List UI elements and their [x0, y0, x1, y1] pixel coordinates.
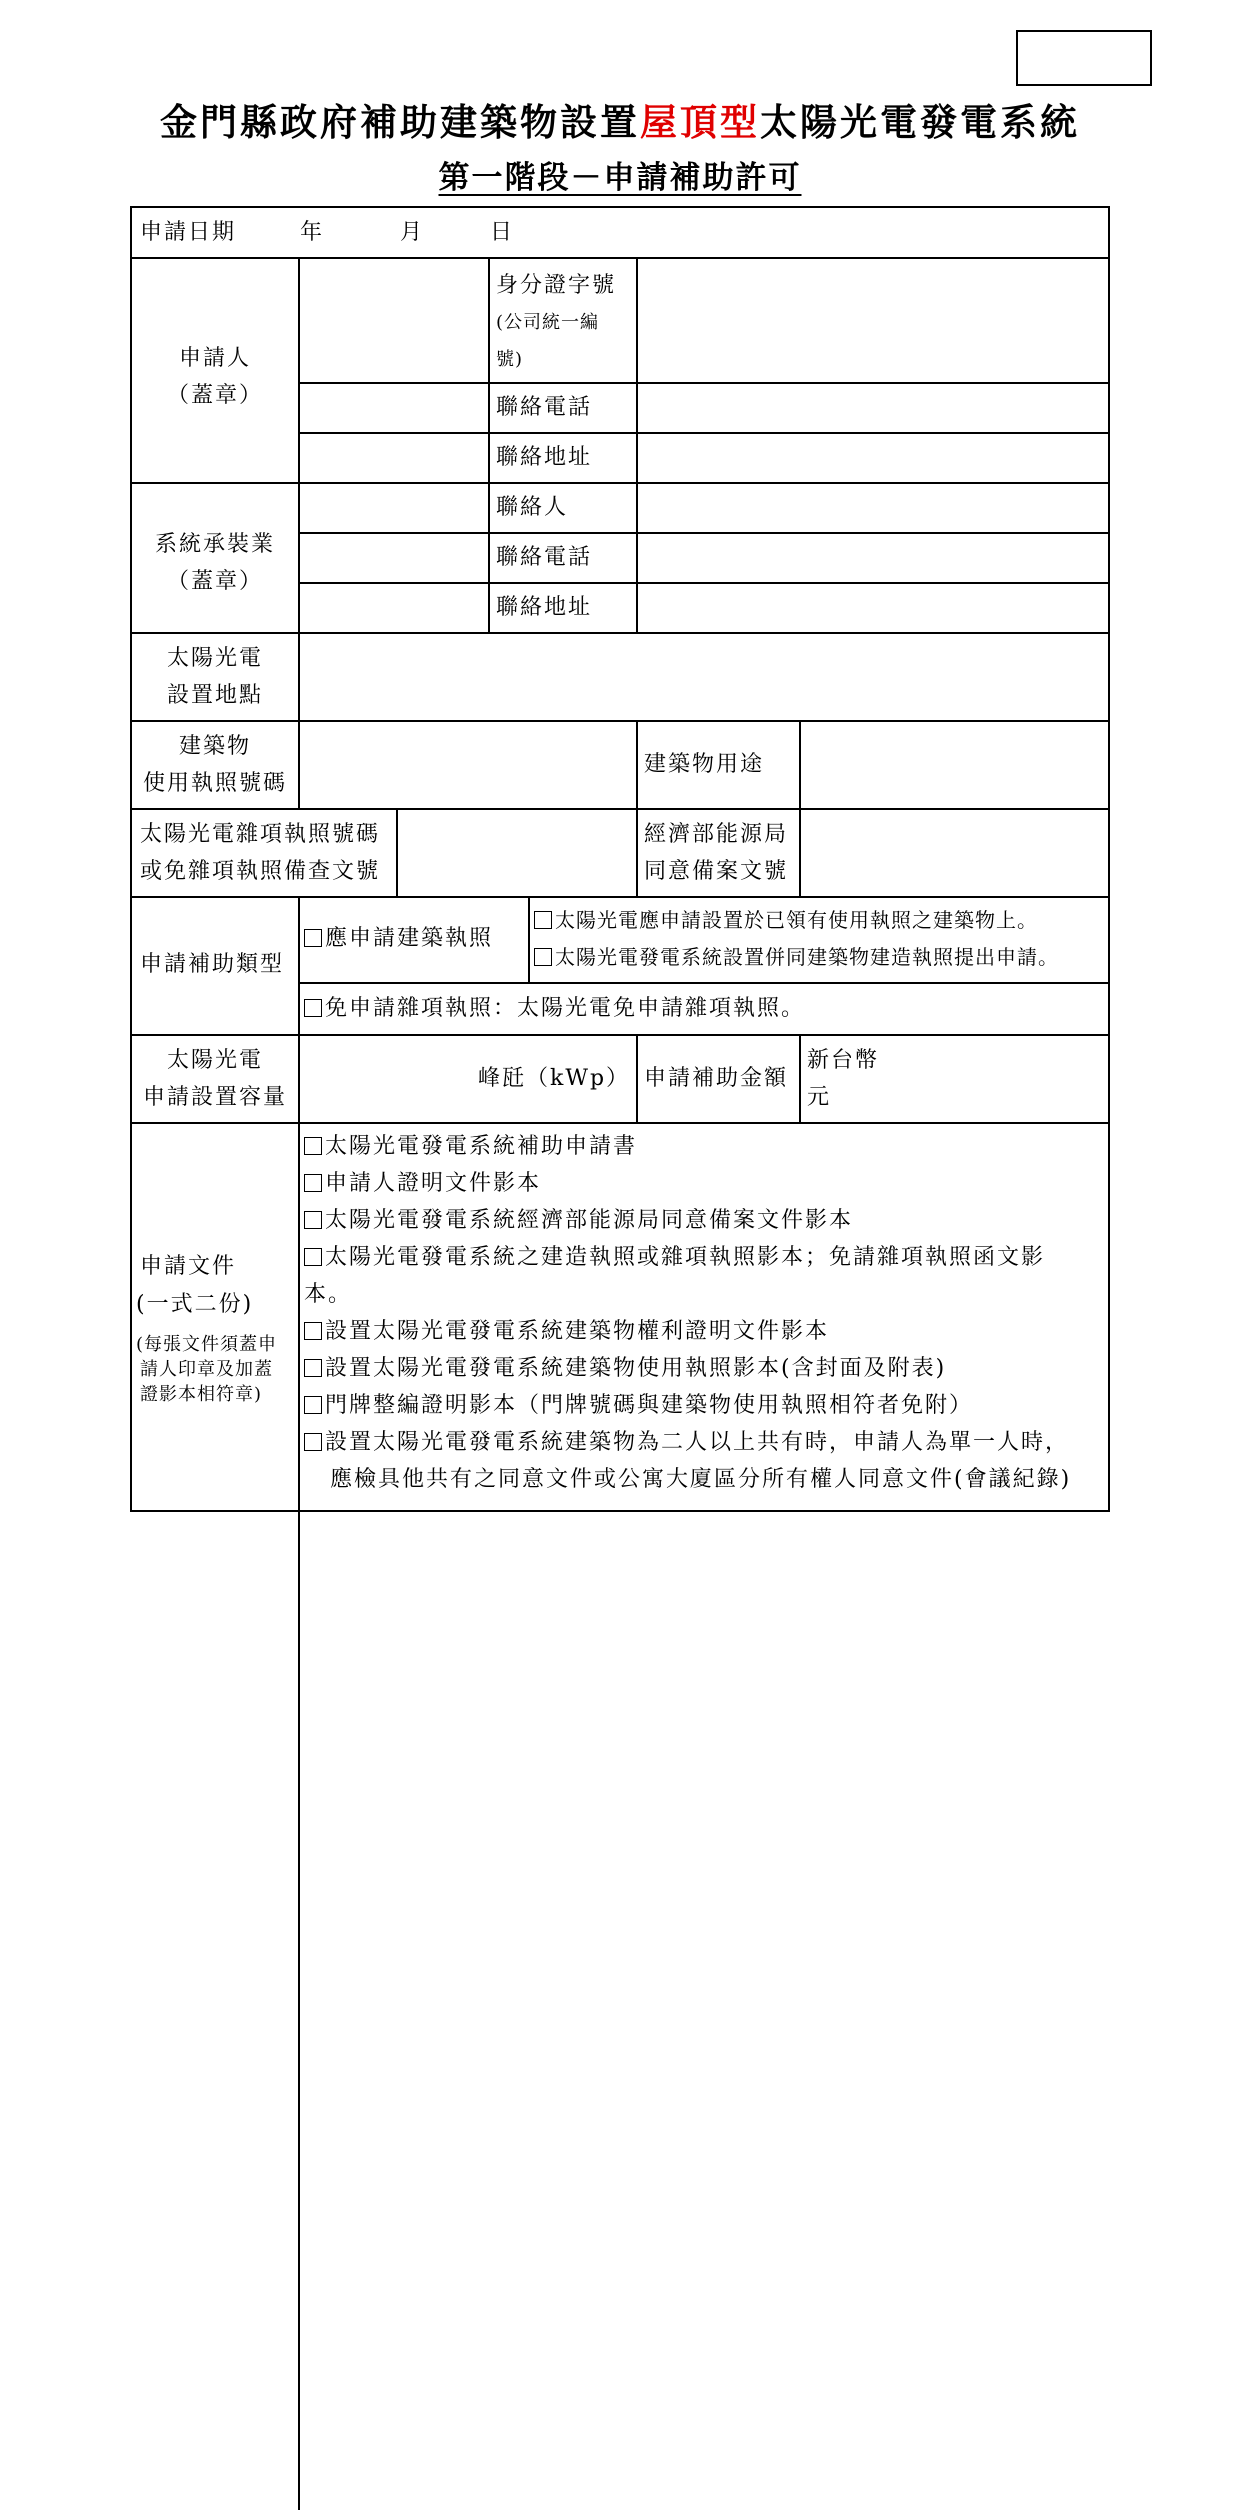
date-label: 申請日期 [140, 220, 237, 245]
subsidy-amount-label: 申請補助金額 [644, 1066, 789, 1091]
date-month-label: 月 [400, 220, 425, 245]
applicant-address-label: 聯絡地址 [496, 445, 593, 470]
contractor-phone-label: 聯絡電話 [496, 545, 593, 570]
application-form [130, 206, 1110, 1512]
date-day-label: 日 [490, 220, 515, 245]
checkbox[interactable] [304, 1322, 322, 1340]
documents-label: 申請文件 [140, 1254, 237, 1279]
applicant-phone-label: 聯絡電話 [496, 395, 593, 420]
contractor-label: 系統承裝業 [154, 532, 275, 557]
documents-copies: (一式二份) [136, 1292, 254, 1317]
doc-item-co-owner-consent-cont: 應檢具他共有之同意文件或公寓大廈區分所有權人同意文件(會議紀錄) [330, 1467, 1072, 1492]
applicant-seal-label: （蓋章） [166, 383, 263, 408]
misc-license-label: 太陽光電雜項執照號碼 [140, 822, 381, 847]
doc-item-energy-approval[interactable]: 太陽光電發電系統經濟部能源局同意備案文件影本 [304, 1202, 853, 1239]
checkbox[interactable] [304, 1137, 322, 1155]
applicant-id-label-sub: (公司統一編 [496, 312, 600, 333]
energy-approval-label: 經濟部能源局 [644, 822, 789, 847]
location-label: 太陽光電 [166, 646, 263, 671]
page-subtitle: 第一階段－申請補助許可 [438, 160, 802, 196]
applicant-id-label-sub2: 號) [496, 349, 524, 370]
checkbox[interactable] [534, 911, 552, 929]
checkbox[interactable] [304, 1396, 322, 1414]
energy-approval-label-2: 同意備案文號 [644, 859, 789, 884]
doc-item-application[interactable]: 太陽光電發電系統補助申請書 [304, 1128, 637, 1165]
date-year-label: 年 [300, 220, 325, 245]
location-label-2: 設置地點 [166, 683, 263, 708]
contractor-seal-label: （蓋章） [166, 569, 263, 594]
documents-note-2: 請人印章及加蓋 [140, 1359, 273, 1380]
doc-item-use-license[interactable]: 設置太陽光電發電系統建築物使用執照影本(含封面及附表) [304, 1350, 946, 1387]
combined-license-option[interactable]: 太陽光電發電系統設置併同建築物建造執照提出申請。 [534, 939, 1059, 976]
applicant-label: 申請人 [178, 346, 251, 371]
documents-note-3: 證影本相符章) [140, 1384, 263, 1405]
building-license-label: 建築物 [178, 734, 251, 759]
doc-item-ownership[interactable]: 設置太陽光電發電系統建築物權利證明文件影本 [304, 1313, 829, 1350]
checkbox[interactable] [304, 1248, 322, 1266]
currency-unit: 元 [807, 1085, 832, 1110]
doc-item-applicant-id[interactable]: 申請人證明文件影本 [304, 1165, 541, 1202]
checkbox[interactable] [304, 929, 322, 947]
checkbox[interactable] [304, 999, 322, 1017]
checkbox[interactable] [304, 1174, 322, 1192]
capacity-label-2: 申請設置容量 [142, 1085, 287, 1110]
doc-item-address-cert[interactable]: 門牌整編證明影本（門牌號碼與建築物使用執照相符者免附） [304, 1387, 973, 1424]
checkbox[interactable] [304, 1211, 322, 1229]
capacity-label: 太陽光電 [166, 1048, 263, 1073]
building-use-label: 建築物用途 [644, 752, 765, 777]
building-license-label-2: 使用執照號碼 [142, 771, 287, 796]
subsidy-type-label: 申請補助類型 [140, 952, 285, 977]
documents-note: (每張文件須蓋申 [136, 1334, 278, 1355]
office-stamp-box [1016, 30, 1152, 86]
currency-label: 新台幣 [807, 1048, 880, 1073]
page-title: 金門縣政府補助建築物設置屋頂型太陽光電發電系統 [160, 100, 1080, 144]
exempt-license-option[interactable]: 免申請雜項執照：太陽光電免申請雜項執照。 [304, 990, 805, 1027]
contractor-address-label: 聯絡地址 [496, 595, 593, 620]
building-license-option[interactable]: 應申請建築執照 [304, 920, 493, 957]
misc-license-label-2: 或免雜項執照備查文號 [140, 859, 381, 884]
capacity-unit: 峰瓩（kWp） [478, 1066, 631, 1091]
checkbox[interactable] [534, 948, 552, 966]
checkbox[interactable] [304, 1359, 322, 1377]
checkbox[interactable] [304, 1433, 322, 1451]
applicant-id-label: 身分證字號 [496, 273, 617, 298]
doc-item-license-copy-cont: 本。 [304, 1282, 353, 1307]
doc-item-license-copy[interactable]: 太陽光電發電系統之建造執照或雜項執照影本；免請雜項執照函文影 [304, 1239, 1045, 1276]
doc-item-co-owner-consent[interactable]: 設置太陽光電發電系統建築物為二人以上共有時，申請人為單一人時， [304, 1424, 1069, 1461]
title-highlight: 屋頂型 [640, 100, 760, 144]
contractor-contact-label: 聯絡人 [496, 495, 569, 520]
existing-building-option[interactable]: 太陽光電應申請設置於已領有使用執照之建築物上。 [534, 902, 1038, 939]
